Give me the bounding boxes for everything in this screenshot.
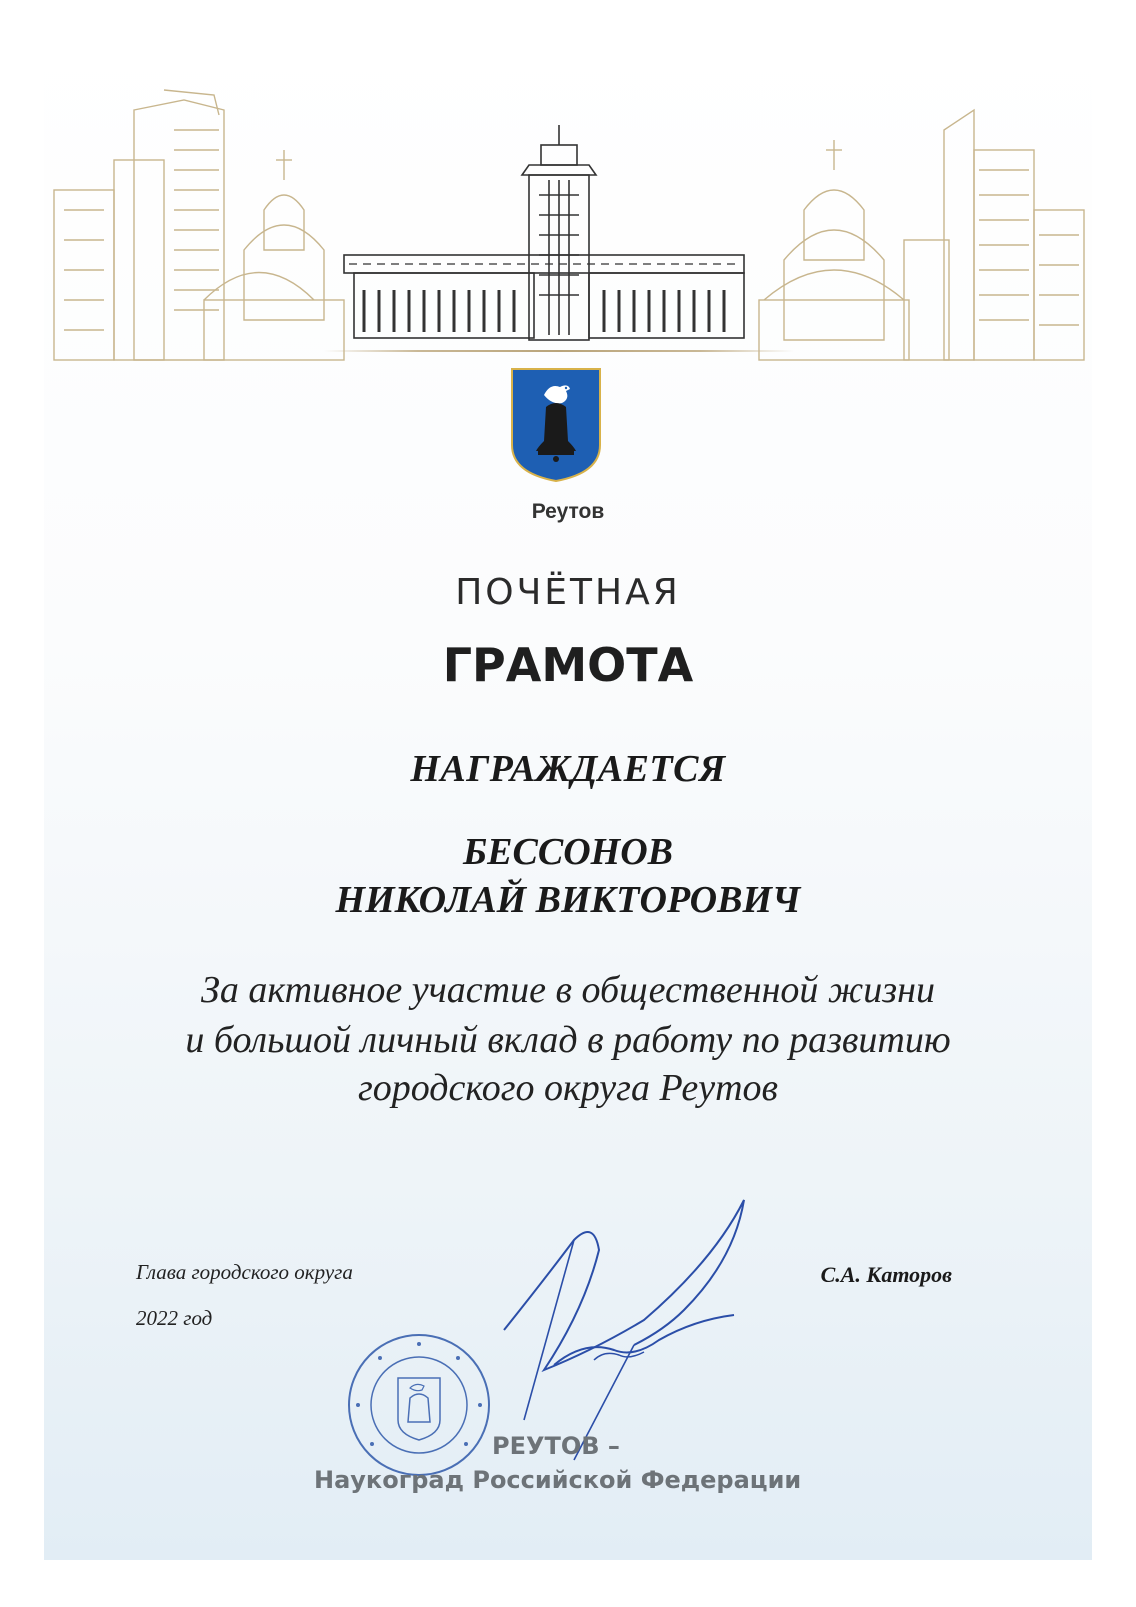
reason-line-1: За активное участие в общественной жизни (201, 969, 935, 1011)
awarded-label: НАГРАЖДАЕТСЯ (410, 748, 726, 790)
certificate-sheet (44, 30, 1092, 1560)
recipient-surname: БЕССОНОВ (463, 831, 673, 873)
official-seal (344, 1330, 494, 1480)
title-line-1: ПОЧЁТНАЯ (455, 572, 681, 613)
signer-position: Глава городского округа (136, 1260, 353, 1284)
reutov-coat-of-arms-icon (508, 365, 604, 485)
footer-line-1: РЕУТОВ – (492, 1432, 620, 1460)
city-name-label: Реутов (531, 500, 605, 523)
header-divider (324, 350, 794, 352)
title-line-2: ГРАМОТА (442, 638, 694, 692)
city-skyline-illustration (44, 70, 1092, 370)
footer-line-2: Наукоград Российской Федерации (314, 1466, 802, 1494)
signer-name: С.А. Каторов (820, 1262, 952, 1287)
recipient-given-names: НИКОЛАЙ ВИКТОРОВИЧ (335, 879, 801, 921)
reason-line-3: городского округа Реутов (357, 1067, 779, 1109)
certificate-year: 2022 год (136, 1306, 213, 1330)
reason-line-2: и большой личный вклад в работу по развитию (185, 1019, 951, 1061)
